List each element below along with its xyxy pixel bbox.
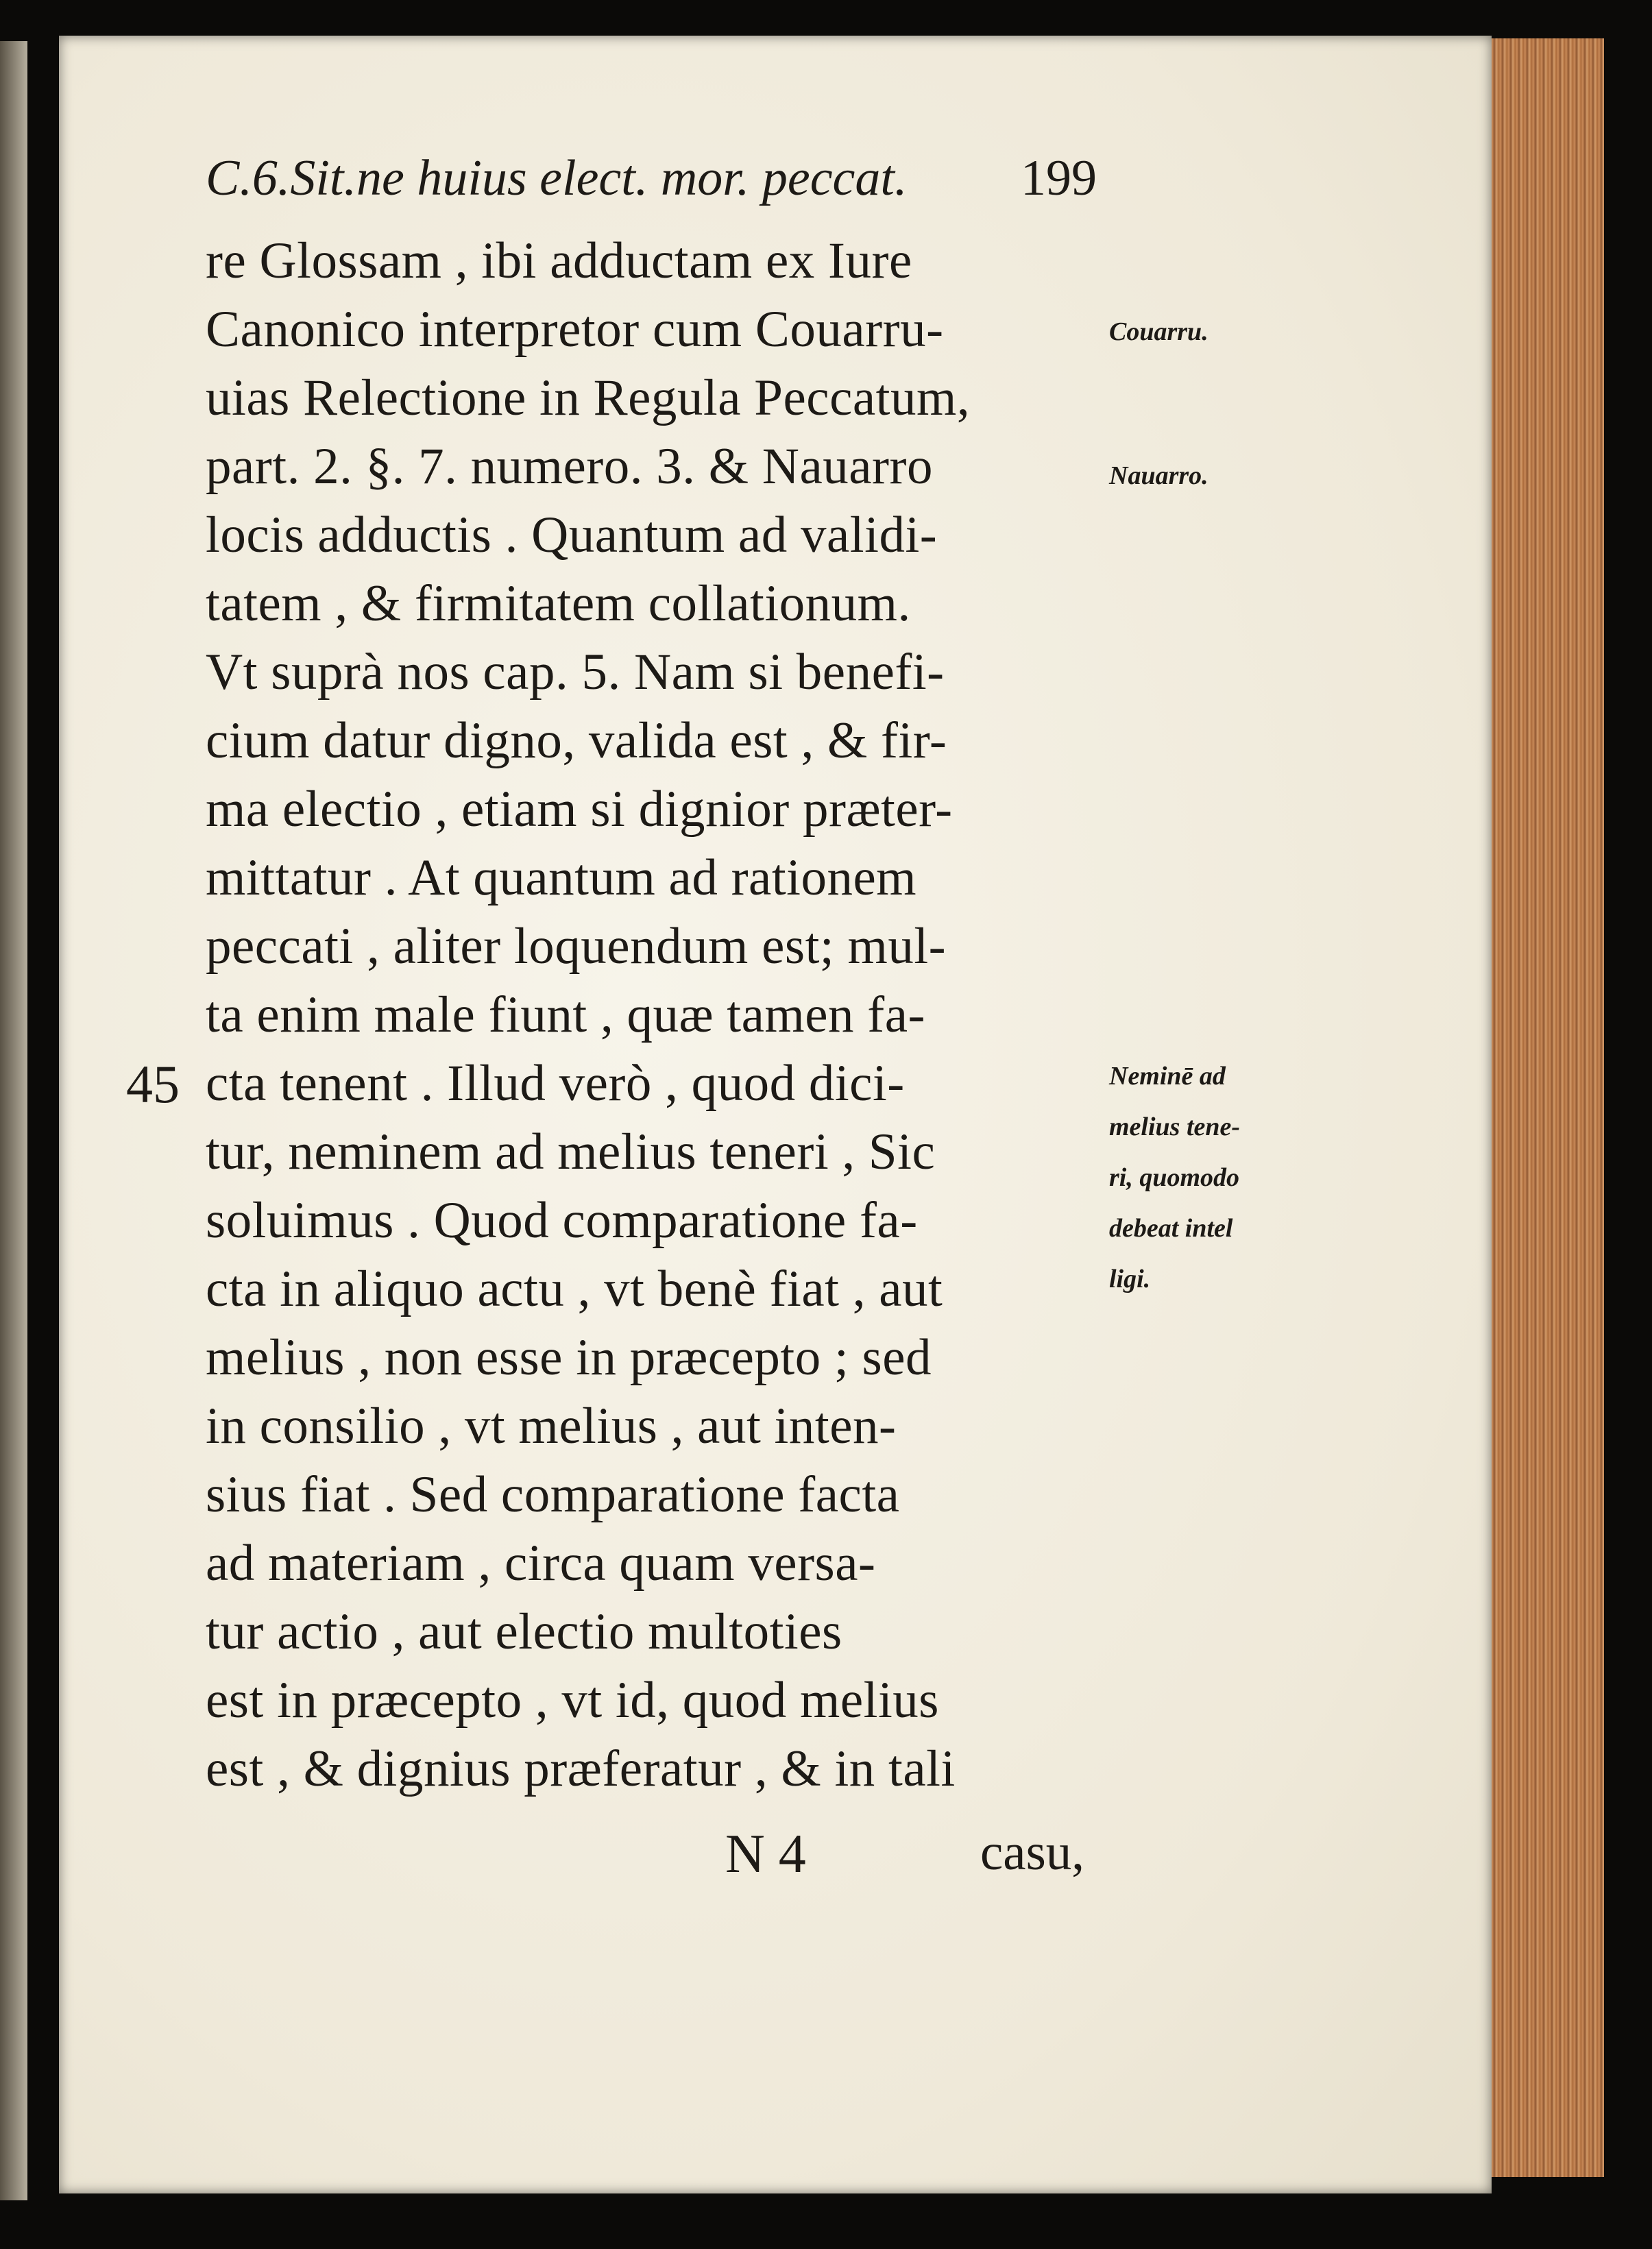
text-line: melius , non esse in præcepto ; sed xyxy=(206,1329,932,1386)
text-line: tatem , & firmitatem collationum. xyxy=(206,575,911,632)
text-line: tur actio , aut electio multoties xyxy=(206,1603,842,1660)
margin-note: Couarru. xyxy=(1109,317,1208,346)
text-line: uias Relectione in Regula Peccatum, xyxy=(206,369,971,426)
text-line: locis adductis . Quantum ad validi- xyxy=(206,507,938,563)
text-line: sius fiat . Sed comparatione facta xyxy=(206,1466,900,1523)
margin-note: Nauarro. xyxy=(1109,461,1208,490)
text-line: part. 2. §. 7. numero. 3. & Nauarro xyxy=(206,438,933,495)
margin-note: Neminē ad xyxy=(1109,1062,1226,1091)
catchword: casu, xyxy=(980,1824,1085,1881)
margin-note: ri, quomodo xyxy=(1109,1163,1240,1192)
text-line: tur, neminem ad melius teneri , Sic xyxy=(206,1123,936,1180)
text-line: ta enim male fiunt , quæ tamen fa- xyxy=(206,986,926,1043)
text-line: cta tenent . Illud verò , quod dici- xyxy=(206,1055,905,1112)
text-line: ad materiam , circa quam versa- xyxy=(206,1535,876,1592)
text-line: Vt suprà nos cap. 5. Nam si benefi- xyxy=(206,644,945,701)
page-number: 199 xyxy=(1021,150,1097,206)
margin-note: debeat intel xyxy=(1109,1214,1233,1243)
text-line: est in præcepto , vt id, quod melius xyxy=(206,1672,939,1729)
text-line: re Glossam , ibi adductam ex Iure xyxy=(206,232,912,289)
text-line: cta in aliquo actu , vt benè fiat , aut xyxy=(206,1261,943,1317)
text-line: est , & dignius præferatur , & in tali xyxy=(206,1740,956,1797)
text-line: soluimus . Quod comparatione fa- xyxy=(206,1192,918,1249)
text-line: mittatur . At quantum ad rationem xyxy=(206,849,917,906)
margin-note: ligi. xyxy=(1109,1265,1151,1293)
text-line: cium datur digno, valida est , & fir- xyxy=(206,712,947,769)
text-line: Canonico interpretor cum Couarru- xyxy=(206,301,944,358)
running-header xyxy=(206,149,1097,208)
signature-mark: N 4 xyxy=(725,1824,806,1884)
margin-note: melius tene- xyxy=(1109,1113,1241,1141)
text-line: in consilio , vt melius , aut inten- xyxy=(206,1398,897,1455)
section-number: 45 xyxy=(126,1054,180,1114)
facing-page-edge xyxy=(0,41,27,2200)
text-line: peccati , aliter loquendum est; mul- xyxy=(206,918,947,975)
running-title: C.6.Sit.ne huius elect. mor. peccat. xyxy=(206,150,908,206)
text-line: ma electio , etiam si dignior præter- xyxy=(206,781,953,838)
